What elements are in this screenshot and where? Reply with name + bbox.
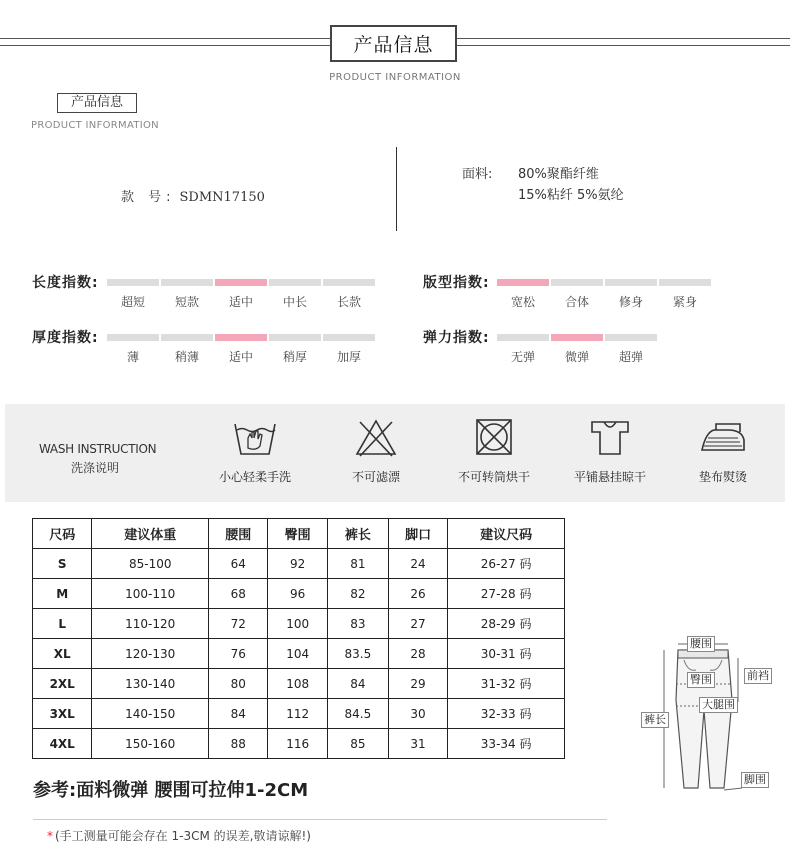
- elasticity-bar-segment: [605, 334, 657, 341]
- table-cell: 2XL: [33, 669, 92, 699]
- table-cell: M: [33, 579, 92, 609]
- page-title: 产品信息: [353, 34, 434, 56]
- diagram-hip-label: 臀围: [687, 672, 715, 688]
- table-cell: 108: [268, 669, 327, 699]
- table-cell: 80: [209, 669, 268, 699]
- style-number-label: 款 号:: [121, 190, 176, 205]
- length-option-label: 长款: [336, 295, 361, 309]
- table-cell: 30-31 码: [448, 639, 565, 669]
- wash-label-flat-dry: 平铺悬挂晾干: [573, 470, 646, 484]
- fabric-line-1: 80%聚酯纤维: [518, 167, 599, 182]
- table-cell: 84.5: [327, 699, 388, 729]
- table-cell: 31-32 码: [448, 669, 565, 699]
- table-cell: 150-160: [92, 729, 209, 759]
- table-row: [33, 699, 565, 729]
- flat-dry-icon: [588, 418, 632, 458]
- wash-title: WASH INSTRUCTION: [39, 442, 157, 456]
- reference-note: 参考:面料微弹 腰围可拉伸1-2CM: [33, 780, 309, 801]
- thickness-index-options: [107, 348, 375, 365]
- table-cell: 28-29 码: [448, 609, 565, 639]
- fit-bar-segment: [551, 279, 603, 286]
- length-bar-segment: [107, 279, 159, 286]
- header-hip: 臀围: [268, 519, 327, 549]
- thickness-bar-segment: [269, 334, 321, 341]
- elasticity-bar-segment-selected: [551, 334, 603, 341]
- fit-option-label: 修身: [618, 295, 643, 309]
- section-title: 产品信息: [57, 93, 137, 113]
- table-cell: L: [33, 609, 92, 639]
- wash-label-no-tumble-dry: 不可转筒烘干: [457, 470, 530, 484]
- table-row: [33, 549, 565, 579]
- elasticity-index-bar: [497, 334, 657, 341]
- table-cell: 83.5: [327, 639, 388, 669]
- thickness-option-label: 薄: [126, 350, 139, 364]
- fit-index-options: [497, 293, 711, 310]
- table-cell: 31: [388, 729, 447, 759]
- size-table-header-row: [33, 519, 565, 549]
- table-row: [33, 639, 565, 669]
- note-star: *: [47, 829, 53, 843]
- section-subtitle: PRODUCT INFORMATION: [31, 120, 159, 131]
- hand-wash-icon: [233, 418, 277, 458]
- table-cell: 140-150: [92, 699, 209, 729]
- length-index-options: [107, 293, 375, 310]
- table-cell: 3XL: [33, 699, 92, 729]
- table-cell: 88: [209, 729, 268, 759]
- elasticity-index-options: [497, 348, 657, 365]
- table-cell: 26-27 码: [448, 549, 565, 579]
- length-option-label: 超短: [120, 295, 145, 309]
- fit-option-label: 宽松: [510, 295, 535, 309]
- elasticity-option-label: 超弹: [618, 350, 643, 364]
- table-cell: 84: [209, 699, 268, 729]
- table-row: [33, 609, 565, 639]
- elasticity-bar-segment: [497, 334, 549, 341]
- fit-bar-segment: [659, 279, 711, 286]
- table-cell: 120-130: [92, 639, 209, 669]
- size-table: [32, 518, 565, 759]
- thickness-option-label: 稍厚: [282, 350, 307, 364]
- table-cell: 116: [268, 729, 327, 759]
- info-divider: [396, 147, 397, 231]
- style-number: [121, 186, 265, 205]
- table-cell: 30: [388, 699, 447, 729]
- fabric-label: 面料:: [462, 167, 493, 182]
- header-suggested-size: 建议尺码: [448, 519, 565, 549]
- elasticity-option-label: 微弹: [564, 350, 589, 364]
- measurement-note: [47, 827, 311, 844]
- wash-item-iron: [668, 418, 778, 485]
- wash-label-no-bleach: 不可滤漂: [351, 470, 400, 484]
- thickness-bar-segment-selected: [215, 334, 267, 341]
- table-cell: 82: [327, 579, 388, 609]
- note-divider: [33, 819, 607, 820]
- table-cell: 32-33 码: [448, 699, 565, 729]
- table-cell: 85: [327, 729, 388, 759]
- table-cell: 27-28 码: [448, 579, 565, 609]
- diagram-front-rise-label: 前裆: [744, 668, 772, 684]
- fit-option-label: 合体: [564, 295, 589, 309]
- table-cell: 64: [209, 549, 268, 579]
- wash-label-iron: 垫布熨烫: [698, 470, 747, 484]
- thickness-option-label: 适中: [228, 350, 253, 364]
- header-weight: 建议体重: [92, 519, 209, 549]
- thickness-option-label: 加厚: [336, 350, 361, 364]
- page-subtitle: PRODUCT INFORMATION: [329, 72, 461, 83]
- thickness-option-label: 稍薄: [174, 350, 199, 364]
- iron-icon: [698, 418, 748, 458]
- length-option-label: 适中: [228, 295, 253, 309]
- length-bar-segment-selected: [215, 279, 267, 286]
- fit-bar-segment-selected: [497, 279, 549, 286]
- elasticity-option-label: 无弹: [510, 350, 535, 364]
- elasticity-index-label: 弹力指数:: [423, 330, 490, 346]
- thickness-index-label: 厚度指数:: [32, 330, 99, 346]
- table-cell: 100-110: [92, 579, 209, 609]
- table-cell: 27: [388, 609, 447, 639]
- table-cell: 76: [209, 639, 268, 669]
- table-row: [33, 669, 565, 699]
- table-cell: 100: [268, 609, 327, 639]
- table-row: [33, 579, 565, 609]
- fit-option-label: 紧身: [672, 295, 697, 309]
- thickness-bar-segment: [107, 334, 159, 341]
- header-hem: 脚口: [388, 519, 447, 549]
- wash-item-hand-wash: [200, 418, 310, 485]
- fit-index-label: 版型指数:: [423, 275, 490, 291]
- table-cell: 29: [388, 669, 447, 699]
- table-cell: 84: [327, 669, 388, 699]
- header-waist: 腰围: [209, 519, 268, 549]
- length-option-label: 短款: [174, 295, 199, 309]
- table-row: [33, 729, 565, 759]
- pants-measurement-diagram: [638, 630, 778, 795]
- diagram-thigh-label: 大腿围: [699, 697, 738, 713]
- table-cell: 96: [268, 579, 327, 609]
- length-bar-segment: [161, 279, 213, 286]
- table-cell: 26: [388, 579, 447, 609]
- measurement-note-text: (手工测量可能会存在 1-3CM 的误差,敬请谅解!): [55, 829, 311, 843]
- length-bar-segment: [269, 279, 321, 286]
- table-cell: 24: [388, 549, 447, 579]
- no-bleach-icon: [354, 418, 398, 458]
- thickness-index-bar: [107, 334, 375, 341]
- table-cell: 83: [327, 609, 388, 639]
- wash-label-hand-wash: 小心轻柔手洗: [218, 470, 291, 484]
- table-cell: 92: [268, 549, 327, 579]
- wash-item-no-tumble-dry: [439, 418, 549, 485]
- table-cell: 110-120: [92, 609, 209, 639]
- table-cell: S: [33, 549, 92, 579]
- no-tumble-dry-icon: [472, 418, 516, 458]
- header-length: 裤长: [327, 519, 388, 549]
- style-number-value: SDMN17150: [179, 190, 265, 205]
- fit-bar-segment: [605, 279, 657, 286]
- table-cell: 85-100: [92, 549, 209, 579]
- table-cell: 112: [268, 699, 327, 729]
- length-index-bar: [107, 279, 375, 286]
- length-index-label: 长度指数:: [32, 275, 99, 291]
- diagram-length-label: 裤长: [641, 712, 669, 728]
- wash-item-flat-dry: [555, 418, 665, 485]
- wash-item-no-bleach: [321, 418, 431, 485]
- diagram-hem-label: 脚围: [741, 772, 769, 788]
- table-cell: XL: [33, 639, 92, 669]
- fabric-line-2: 15%粘纤 5%氨纶: [518, 188, 624, 203]
- table-cell: 130-140: [92, 669, 209, 699]
- table-cell: 68: [209, 579, 268, 609]
- table-cell: 28: [388, 639, 447, 669]
- table-cell: 81: [327, 549, 388, 579]
- table-cell: 72: [209, 609, 268, 639]
- thickness-bar-segment: [161, 334, 213, 341]
- wash-subtitle: 洗涤说明: [71, 461, 120, 475]
- length-bar-segment: [323, 279, 375, 286]
- table-cell: 4XL: [33, 729, 92, 759]
- header-title-box: [330, 25, 457, 62]
- table-cell: 104: [268, 639, 327, 669]
- fit-index-bar: [497, 279, 711, 286]
- header-size: 尺码: [33, 519, 92, 549]
- diagram-waist-label: 腰围: [687, 636, 715, 652]
- thickness-bar-segment: [323, 334, 375, 341]
- table-cell: 33-34 码: [448, 729, 565, 759]
- length-option-label: 中长: [282, 295, 307, 309]
